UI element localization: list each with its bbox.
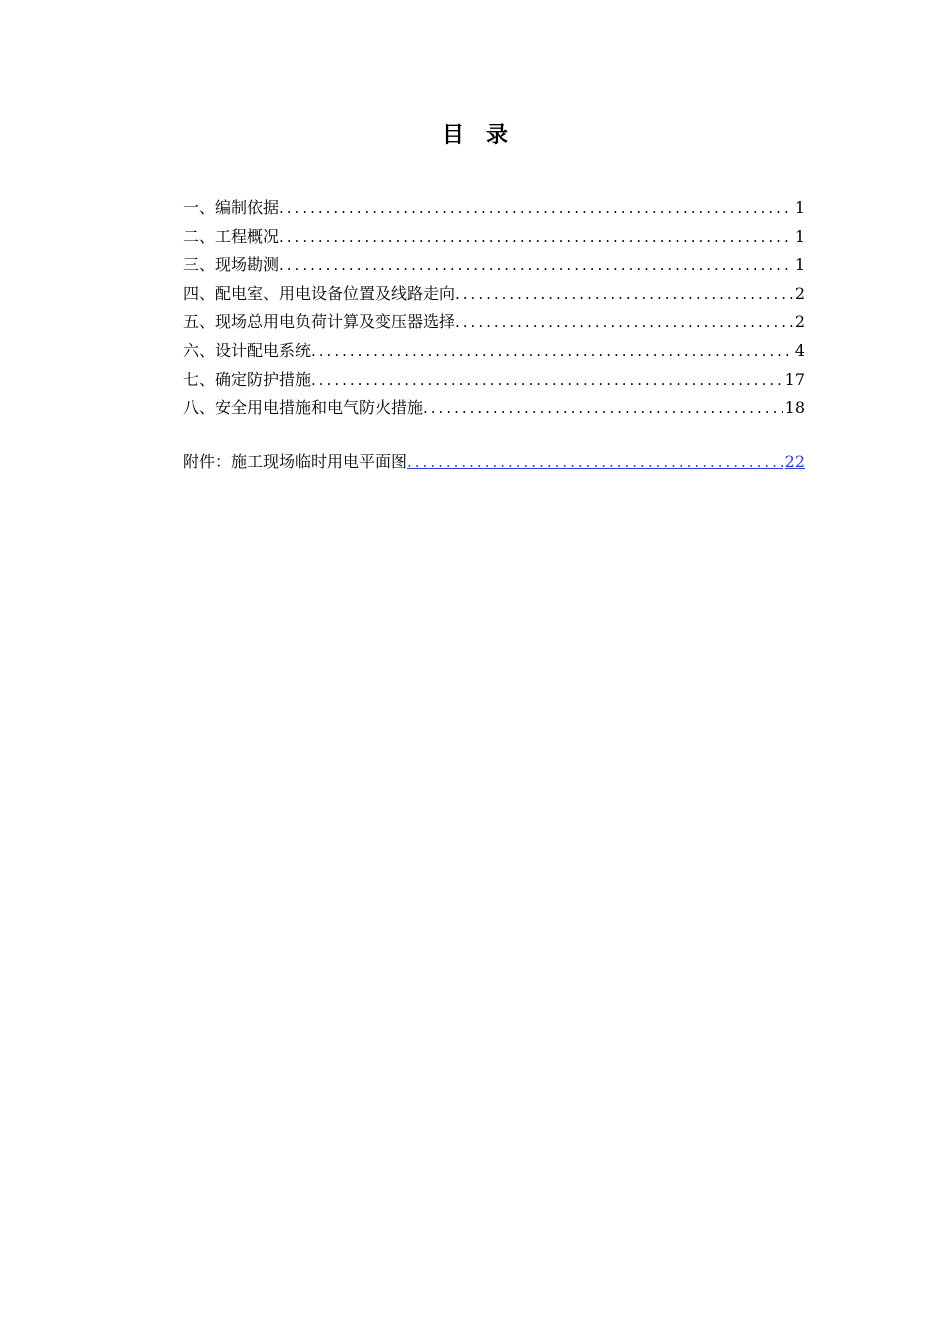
table-of-contents <box>183 194 805 423</box>
appendix-leader-dots <box>407 448 783 477</box>
toc-entry-page: 17 <box>784 369 805 389</box>
toc-entry[interactable] <box>183 251 805 280</box>
toc-leader-dots <box>455 308 793 337</box>
toc-entry-label: 一、编制依据 <box>183 198 280 217</box>
toc-entry-page: 4 <box>794 340 805 360</box>
page-title <box>0 118 950 149</box>
toc-entry-page: 1 <box>794 198 805 217</box>
toc-leader-dots <box>279 194 793 223</box>
toc-entry[interactable] <box>183 337 805 366</box>
title-char-1: 目 <box>441 122 464 148</box>
toc-entry[interactable] <box>183 223 805 252</box>
toc-leader-dots <box>311 366 783 395</box>
toc-leader-dots <box>279 251 793 280</box>
appendix-row <box>183 448 805 477</box>
toc-leader-dots <box>311 337 793 366</box>
toc-leader-dots <box>423 394 783 423</box>
toc-entry-label: 二、工程概况 <box>183 226 280 246</box>
toc-entry[interactable] <box>183 194 805 223</box>
toc-entry[interactable] <box>183 308 805 337</box>
toc-leader-dots <box>279 223 793 252</box>
toc-entry-label: 三、现场勘测 <box>183 255 280 275</box>
toc-entry-page: 1 <box>794 226 805 246</box>
toc-entry-page: 1 <box>794 255 805 275</box>
toc-leader-dots <box>455 280 793 309</box>
toc-entry[interactable] <box>183 366 805 395</box>
appendix-page-number: 22 <box>784 452 805 471</box>
toc-entry-label: 八、安全用电措施和电气防火措施 <box>183 398 424 418</box>
toc-entry-page: 2 <box>794 283 805 303</box>
toc-entry[interactable] <box>183 280 805 309</box>
title-char-2: 录 <box>486 122 509 148</box>
toc-entry-label: 七、确定防护措施 <box>183 369 312 389</box>
toc-entry-page: 18 <box>784 398 805 418</box>
toc-entry-label: 五、现场总用电负荷计算及变压器选择 <box>183 312 456 332</box>
appendix-label: 附件：施工现场临时用电平面图 <box>183 452 408 471</box>
toc-entry-label: 六、设计配电系统 <box>183 340 312 360</box>
toc-entry-label: 四、配电室、用电设备位置及线路走向 <box>183 283 456 303</box>
toc-entry[interactable] <box>183 394 805 423</box>
appendix-entry <box>183 448 805 477</box>
toc-entry-page: 2 <box>794 312 805 332</box>
appendix-page-link[interactable] <box>407 448 805 477</box>
